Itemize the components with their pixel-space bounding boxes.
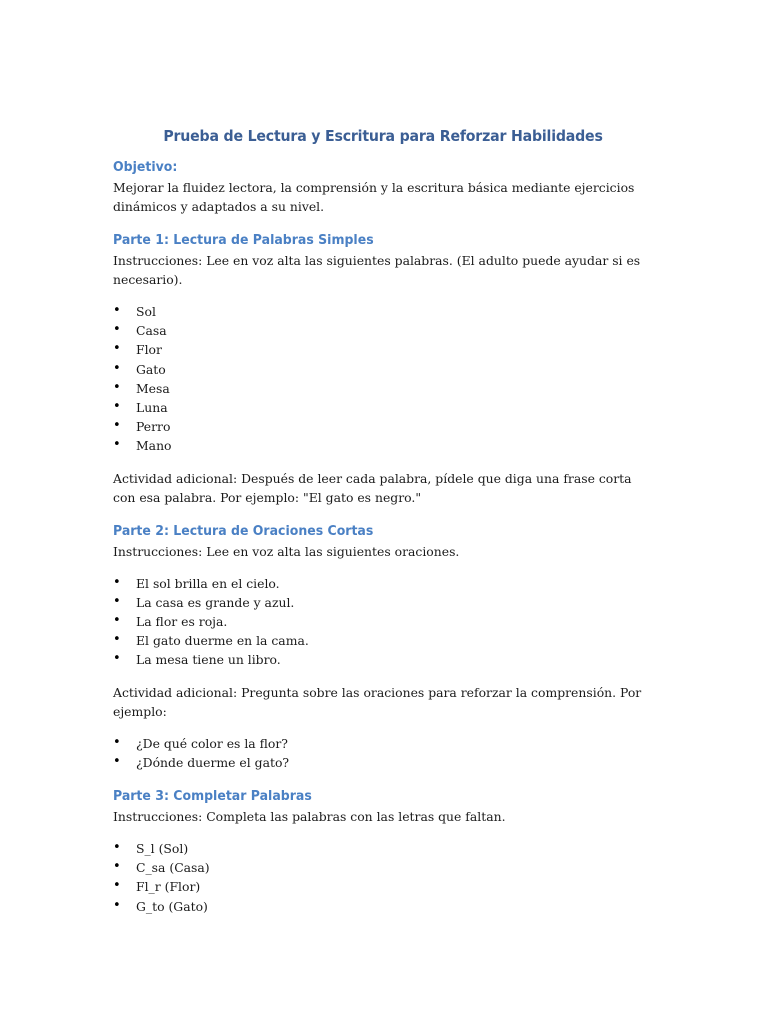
list-item: • Gato [113,360,653,379]
document-page [113,124,653,929]
list-item: • C_sa (Casa) [113,858,653,877]
list-item: • Sol [113,302,653,321]
list-item: • Fl_r (Flor) [113,877,653,896]
list-item: • ¿Dónde duerme el gato? [113,753,653,772]
list-item: • Mano [113,436,653,455]
list-item: • Luna [113,398,653,417]
list-item: • La mesa tiene un libro. [113,650,653,669]
parte2-extra-activity: Actividad adicional: Pregunta sobre las oraciones para reforzar la comprensión. Por ejemplo: [113,684,642,719]
list-item: • ¿De qué color es la flor? [113,734,653,753]
list-item: • Mesa [113,379,653,398]
parte2-instructions: Instrucciones: Lee en voz alta las siguientes oraciones. [113,543,460,559]
list-item: • El sol brilla en el cielo. [113,574,653,593]
parte3-instructions: Instrucciones: Completa las palabras con las letras que faltan. [113,809,506,825]
objetivo-heading: Objetivo: [113,159,178,175]
parte2-sentence-list [113,574,653,670]
list-item: • G_to (Gato) [113,897,653,916]
parte2-heading: Parte 2: Lectura de Oraciones Cortas [113,522,374,539]
parte1-extra-activity: Actividad adicional: Después de leer cada palabra, pídele que diga una frase corta con esa palabra. Por ejemplo: "El gato es negro." [113,470,632,505]
list-item: • La casa es grande y azul. [113,593,653,612]
parte3-heading: Parte 3: Completar Palabras [113,788,312,805]
parte3-word-list [113,839,653,916]
list-item: • El gato duerme en la cama. [113,631,653,650]
parte2-question-list [113,734,653,772]
list-item: • Perro [113,417,653,436]
list-item: • La flor es roja. [113,612,653,631]
objetivo-text: Mejorar la fluidez lectora, la comprensión y la escritura básica mediante ejercicios dinámicos y adaptados a su nivel. [113,180,635,214]
parte1-instructions: Instrucciones: Lee en voz alta las siguientes palabras. (El adulto puede ayudar si es necesario). [113,253,641,287]
list-item: • Flor [113,340,653,359]
list-item: • Casa [113,321,653,340]
list-item: • S_l (Sol) [113,839,653,858]
parte1-heading: Parte 1: Lectura de Palabras Simples [113,232,374,248]
document-title: Prueba de Lectura y Escritura para Reforzar Habilidades [163,127,603,145]
parte1-word-list [113,302,653,456]
